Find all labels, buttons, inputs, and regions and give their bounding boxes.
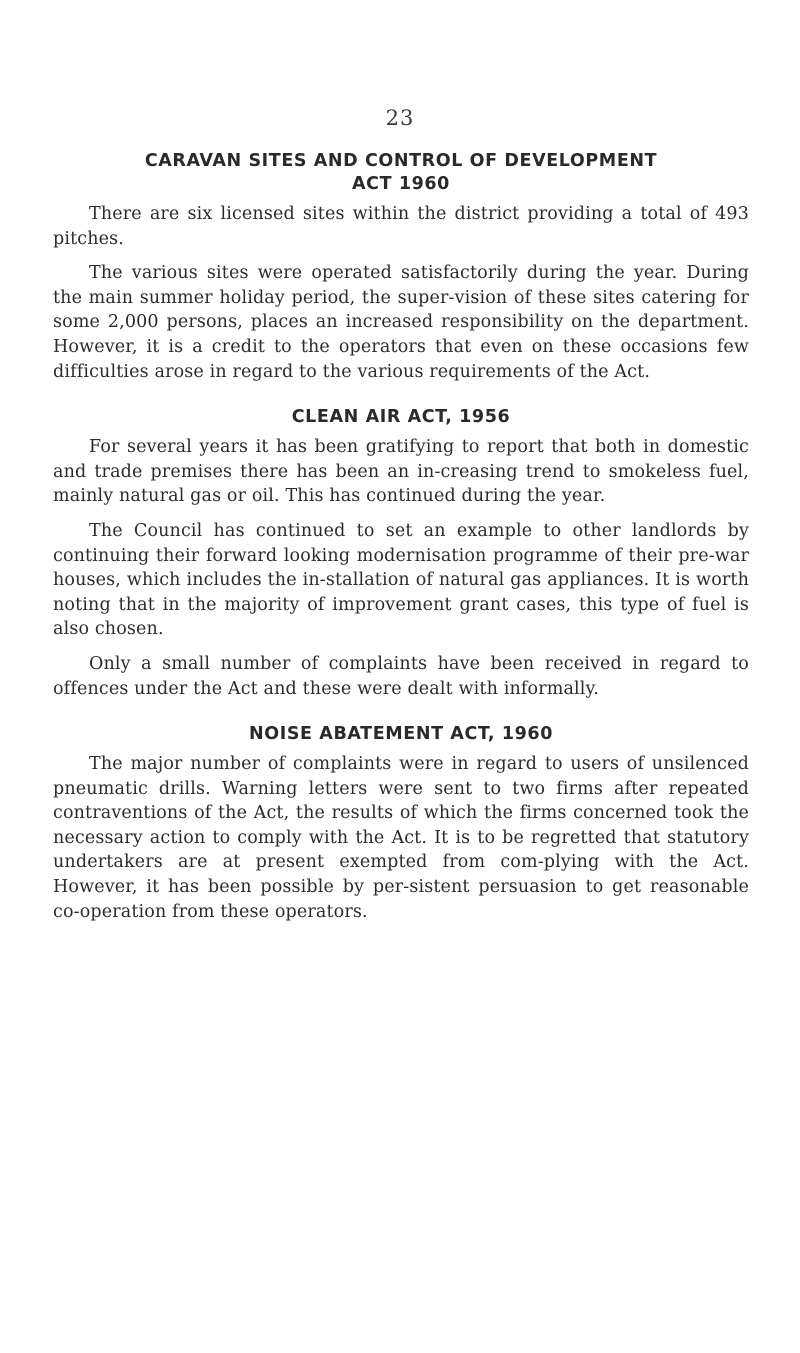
paragraph: Only a small number of complaints have been received in regard to offences under the Act and these were dealt with informally.: [53, 653, 749, 699]
heading-line: ACT 1960: [352, 174, 450, 194]
heading-line: CARAVAN SITES AND CONTROL OF DEVELOPMENT: [144, 151, 658, 171]
paragraph: The various sites were operated satisfactorily during the year. During the main summer holiday period, the super-vision of these sites catering for some 2,000 persons, places an increased responsibility on the department. However, it is a credit to the operators that even on these occasions few difficulties arose in regard to the various requirements of the Act.: [53, 263, 749, 382]
page-number: 23: [385, 106, 415, 130]
paragraph: For several years it has been gratifying to report that both in domestic and trade premises there has been an in-creasing trend to smokeless fuel, mainly natural gas or oil. This has continued during the year.: [53, 437, 749, 507]
paragraph: The major number of complaints were in regard to users of unsilenced pneumatic drills. Warning letters were sent to two firms after repeated contraventions of the Act, the results of which the firms concerned took the necessary action to comply with the Act. It is to be regretted that statutory undertakers are at present exempted from com-plying with the Act. However, it has been possible by per-sistent persuasion to get reasonable co-operation from these operators.: [53, 754, 749, 922]
section-heading-caravan-sites: [53, 150, 749, 196]
paragraph: There are six licensed sites within the district providing a total of 493 pitches.: [53, 204, 749, 249]
paragraph: The Council has continued to set an example to other landlords by continuing their forward looking modernisation programme of their pre-war houses, which includes the in-stallation of natural gas appliances. It is worth noting that in the majority of improvement grant cases, this type of fuel is also chosen.: [53, 520, 749, 640]
section-heading-noise-abatement-act: NOISE ABATEMENT ACT, 1960: [249, 724, 553, 745]
document-body: [53, 150, 749, 934]
section-heading-clean-air-act: CLEAN AIR ACT, 1956: [291, 407, 511, 428]
